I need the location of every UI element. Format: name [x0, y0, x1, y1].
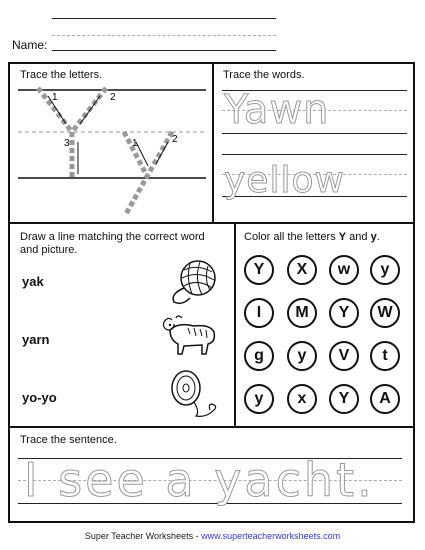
trace-sentence-instruction: Trace the sentence.	[20, 434, 117, 446]
trace-letters-instruction: Trace the letters.	[20, 69, 103, 81]
stroke-order-arrows	[48, 96, 168, 174]
yoyo-picture[interactable]	[166, 368, 220, 420]
letter-circle[interactable]: Y	[329, 384, 359, 414]
step-number: 1	[132, 138, 138, 149]
trace-word-yawn[interactable]: Yawn	[224, 87, 330, 133]
divider-col-1	[212, 62, 214, 222]
letter-circle[interactable]: X	[287, 255, 317, 285]
trace-words-instruction: Trace the words.	[223, 69, 305, 81]
trace-word-yellow[interactable]: yellow	[224, 160, 345, 201]
yarn-ball-picture[interactable]	[166, 258, 220, 306]
match-word-yak[interactable]: yak	[22, 274, 44, 289]
letter-circle[interactable]: W	[370, 298, 400, 328]
name-line[interactable]	[52, 50, 276, 51]
letter-circle[interactable]: V	[329, 341, 359, 371]
divider-row-1	[8, 222, 415, 224]
name-dotted-guide	[52, 35, 276, 36]
letter-circle[interactable]: x	[287, 384, 317, 414]
letter-tracing-area[interactable]	[18, 84, 206, 218]
step-number: 3	[64, 138, 70, 149]
letter-circle[interactable]: w	[329, 255, 359, 285]
letter-circle[interactable]: g	[244, 341, 274, 371]
footer-text: Super Teacher Worksheets -	[84, 531, 202, 541]
name-label: Name:	[12, 38, 48, 52]
letter-circle[interactable]: y	[370, 255, 400, 285]
divider-col-2	[234, 222, 236, 426]
divider-row-2	[8, 426, 415, 428]
top-line	[52, 18, 276, 19]
word-line-top-2	[222, 154, 407, 155]
letter-circle[interactable]: t	[370, 341, 400, 371]
footer-link[interactable]: www.superteacherworksheets.com	[201, 531, 341, 541]
match-word-yoyo[interactable]: yo-yo	[22, 390, 57, 405]
matching-instruction: Draw a line matching the correct word and picture.	[20, 231, 205, 256]
footer	[0, 531, 425, 541]
letter-circle[interactable]: M	[287, 298, 317, 328]
letter-circle[interactable]: y	[287, 341, 317, 371]
letter-circle[interactable]: A	[370, 384, 400, 414]
trace-sentence-text[interactable]: I see a yacht.	[24, 453, 375, 507]
letter-circle[interactable]: Y	[244, 255, 274, 285]
color-letters-instruction: Color all the letters Y and y.	[244, 231, 380, 243]
yak-picture[interactable]	[160, 312, 220, 358]
match-word-yarn[interactable]: yarn	[22, 332, 50, 347]
letter-circle[interactable]: Y	[329, 298, 359, 328]
letter-circle[interactable]: y	[244, 384, 274, 414]
letter-circle[interactable]: I	[244, 298, 274, 328]
step-number: 1	[52, 92, 58, 103]
step-number: 2	[172, 134, 178, 145]
step-number: 2	[110, 92, 116, 103]
